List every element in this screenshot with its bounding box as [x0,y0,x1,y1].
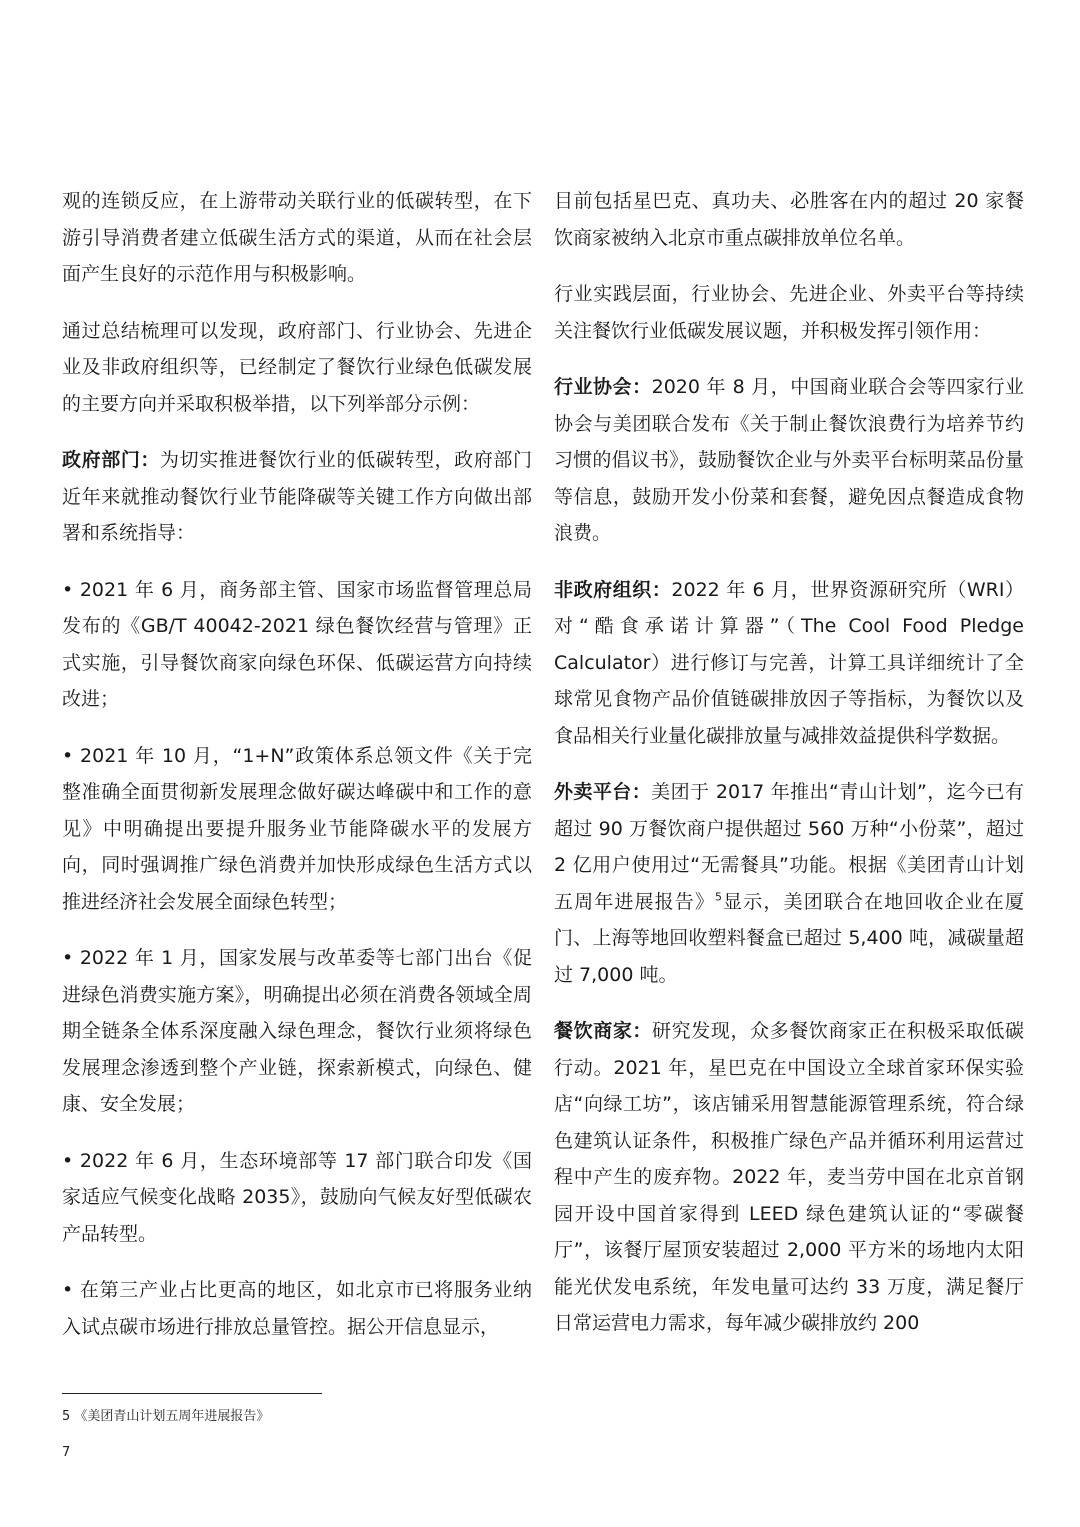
bullet-item: • 在第三产业占比更高的地区，如北京市已将服务业纳入试点碳市场进行排放总量管控。据公开信息显示， [62,1279,532,1338]
bullet-item: • 2022 年 1 月，国家发展与改革委等七部门出台《促进绿色消费实施方案》，明确提出必须在消费各领域全周期全链条全体系深度融入绿色理念，餐饮行业须将绿色发展理念渗透到整个产业链，探索新模式，向绿色、健康、安全发展； [62,947,532,1115]
paragraph-delivery-platform [554,774,1024,993]
footnote-divider [62,1393,322,1394]
ngo-label: 非政府组织： [554,578,672,601]
merchant-text: 研究发现，众多餐饮商家正在积极采取低碳行动。2021 年，星巴克在中国设立全球首家环保实验店“向绿工坊”，该店铺采用智慧能源管理系统，符合绿色建筑认证条件，积极推广绿色产品并循环利用运营过程中产生的废弃物。2022 年，麦当劳中国在北京首钢园开设中国首家得到 LEED 绿色建筑认证的“零碳餐厅”，该餐厅屋顶安装超过 2,000 平方米的场地内太阳能光伏发电系统，年发电量可达约 33 万度，满足餐厅日常运营电力需求，每年减少碳排放约 200 [554,1020,1024,1334]
page-number: 7 [62,1445,71,1460]
merchant-label: 餐饮商家： [554,1020,653,1042]
left-column [62,183,532,1365]
right-column [554,183,1024,1362]
association-label: 行业协会： [554,376,652,398]
association-text: 2020 年 8 月，中国商业联合会等四家行业协会与美团联合发布《关于制止餐饮浪费行为培养节约习惯的倡议书》，鼓励餐饮企业与外卖平台标明菜品份量等信息，鼓励开发小份菜和套餐，避免因点餐造成食物浪费。 [554,376,1024,544]
bullet-item: • 2021 年 10 月，“1+N”政策体系总领文件《关于完整准确全面贯彻新发展理念做好碳达峰碳中和工作的意见》中明确提出要提升服务业节能降碳水平的发展方向，同时强调推广绿色消费并加快形成绿色生活方式以推进经济社会发展全面绿色转型； [62,744,532,913]
delivery-text-continued: 显示，美团联合在地回收企业在厦门、上海等地回收塑料餐盒已超过 5,400 吨，减碳量超过 7,000 吨。 [554,890,1024,986]
government-text: 为切实推进餐饮行业的低碳转型，政府部门近年来就推动餐饮行业节能降碳等关键工作方向做出部署和系统指导： [62,449,532,544]
paragraph-merchants [554,1013,1024,1342]
paragraph-beijing-continued: 目前包括星巴克、真功夫、必胜客在内的超过 20 家餐饮商家被纳入北京市重点碳排放单位名单。 [554,190,1024,249]
bullet-item: • 2022 年 6 月，生态环境部等 17 部门联合印发《国家适应气候变化战略 2035》，鼓励向气候友好型低碳农产品转型。 [62,1149,532,1245]
delivery-label: 外卖平台： [554,781,652,803]
paragraph-intro-continued: 观的连锁反应，在上游带动关联行业的低碳转型，在下游引导消费者建立低碳生活方式的渠道，从而在社会层面产生良好的示范作用与积极影响。 [62,190,532,285]
footnote-reference: 5 [715,890,723,904]
paragraph-summary: 通过总结梳理可以发现，政府部门、行业协会、先进企业及非政府组织等，已经制定了餐饮行业绿色低碳发展的主要方向并采取积极举措，以下列举部分示例： [62,319,532,415]
ngo-text: 2022 年 6 月，世界资源研究所（WRI）对“酷食承诺计算器”（The Cool Food Pledge Calculator）进行修订与完善，计算工具详细统计了全球常见食物产品价值链碳排放因子等指标，为餐饮以及食品相关行业量化碳排放量与减排效益提供科学数据。 [554,578,1024,747]
bullet-item: • 2021 年 6 月，商务部主管、国家市场监督管理总局发布的《GB/T 40042-2021 绿色餐饮经营与管理》正式实施，引导餐饮商家向绿色环保、低碳运营方向持续改进； [62,578,532,710]
government-label: 政府部门： [62,449,161,471]
paragraph-industry-practice: 行业实践层面，行业协会、先进企业、外卖平台等持续关注餐饮行业低碳发展议题，并积极发挥引领作用： [554,283,1024,342]
footnote: 5 《美团青山计划五周年进展报告》 [62,1409,270,1424]
paragraph-government [62,442,532,552]
paragraph-ngo [554,572,1024,755]
paragraph-association [554,369,1024,552]
delivery-text: 美团于 2017 年推出“青山计划”，迄今已有超过 90 万餐饮商户提供超过 560 万种“小份菜”，超过 2 亿用户使用过“无需餐具”功能。根据《美团青山计划五周年进展报告》 [554,781,1024,913]
